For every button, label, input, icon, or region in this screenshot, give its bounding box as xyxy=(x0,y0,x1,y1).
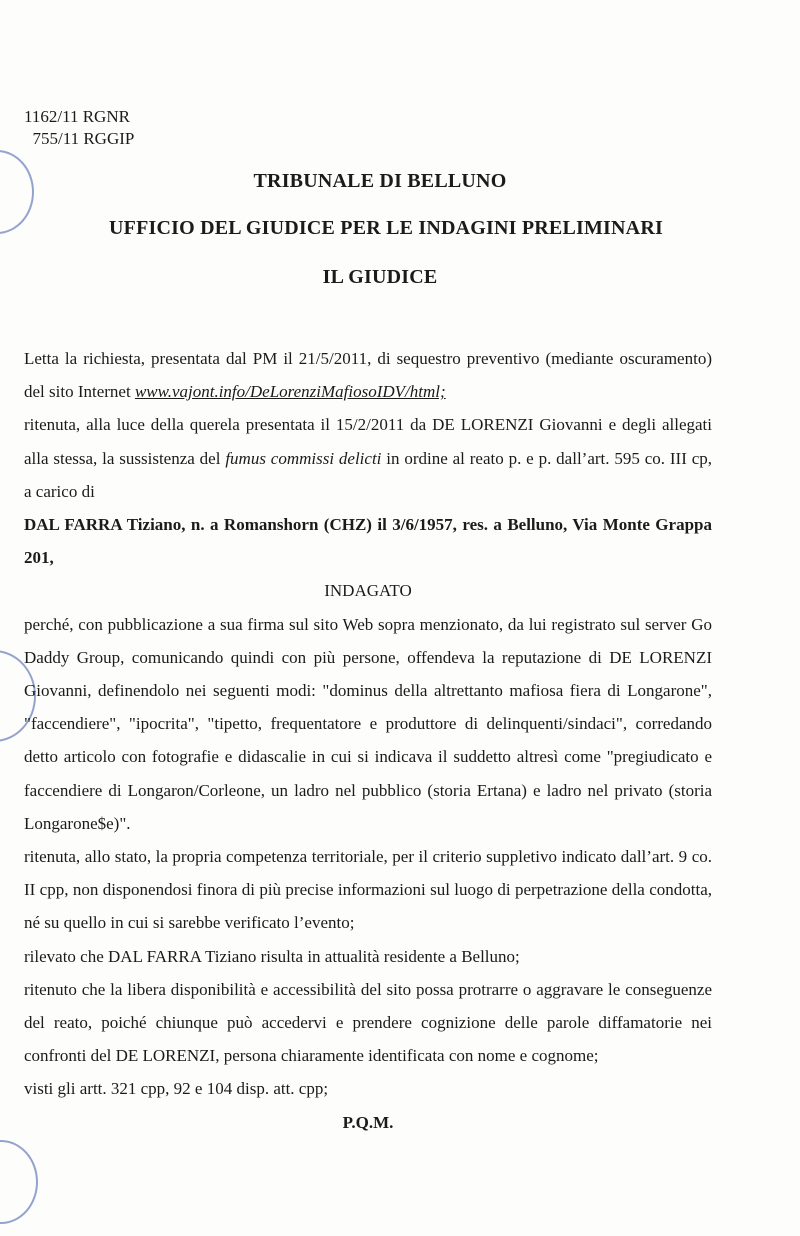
judge-heading: IL GIUDICE xyxy=(322,266,438,288)
pqm-label: P.Q.M. xyxy=(342,1112,394,1132)
paragraph-competence: ritenuta, allo stato, la propria competenza territoriale, per il criterio suppletivo indicato dall’art. 9 co. II cpp, non disponendosi finora di più precise informazioni sul luogo di perpetrazione della condotta, né su quello in cui si sarebbe verificato l’evento; xyxy=(24,847,712,933)
latin-phrase: fumus commissi delicti xyxy=(225,448,382,468)
case-number-rggip: 755/11 RGGIP xyxy=(24,129,135,148)
paragraph-request: Letta la richiesta, presentata dal PM il 21/5/2011, di sequestro preventivo (mediante oscuramento) del sito Internet www.vajont.info/DeLorenziMafiosoIDV/html; xyxy=(24,349,712,402)
case-numbers xyxy=(24,106,134,150)
paragraph-charges: perché, con pubblicazione a sua firma sul sito Web sopra menzionato, da lui registrato sul server Go Daddy Group, comunicando quindi con più persone, offendeva la reputazione di DE LORENZI Giovanni, definendolo nei seguenti modi: "dominus della altrettanto mafiosa fiera di Longarone", "faccendiere", "ipocrita", "tipetto, frequentatore e produttore di delinquenti/sindaci", corredando detto articolo con fotografie e didascalie in cui si indicava il suddetto altresì come "pregiudicato e faccendiere di Longaron/Corleone, un ladro nel pubblico (storia Ertana) e ladro nel privato (storia Longarone$e)". xyxy=(24,614,712,833)
indagato-label: INDAGATO xyxy=(324,581,412,601)
decree-body xyxy=(24,342,712,1139)
court-heading: TRIBUNALE DI BELLUNO xyxy=(253,170,507,192)
website-url: www.vajont.info/DeLorenziMafiosoIDV/html; xyxy=(134,382,446,402)
stamp-bottom-left xyxy=(0,1140,38,1224)
paragraph-articles: visti gli artt. 321 cpp, 92 e 104 disp. att. cpp; xyxy=(24,1079,329,1099)
paragraph-residence: rilevato che DAL FARRA Tiziano risulta in attualità residente a Belluno; xyxy=(24,946,520,966)
paragraph-complaint: ritenuta, alla luce della querela presentata il 15/2/2011 da DE LORENZI Giovanni e degli allegati alla stessa, la sussistenza del fumus commissi delicti in ordine al reato p. e p. dall’art. 595 co. III cp, a carico di xyxy=(24,415,712,501)
accused-details: DAL FARRA Tiziano, n. a Romanshorn (CHZ) il 3/6/1957, res. a Belluno, Via Monte Grappa 201, xyxy=(24,515,712,568)
case-number-rgnr: 1162/11 RGNR xyxy=(24,107,130,126)
office-heading: UFFICIO DEL GIUDICE PER LE INDAGINI PRELIMINARI xyxy=(109,217,663,239)
paragraph-availability: ritenuto che la libera disponibilità e accessibilità del sito possa protrarre o aggravare le conseguenze del reato, poiché chiunque può accedervi e prendere cognizione delle parole diffamatorie nei confronti del DE LORENZI, persona chiaramente identificata con nome e cognome; xyxy=(24,979,712,1066)
